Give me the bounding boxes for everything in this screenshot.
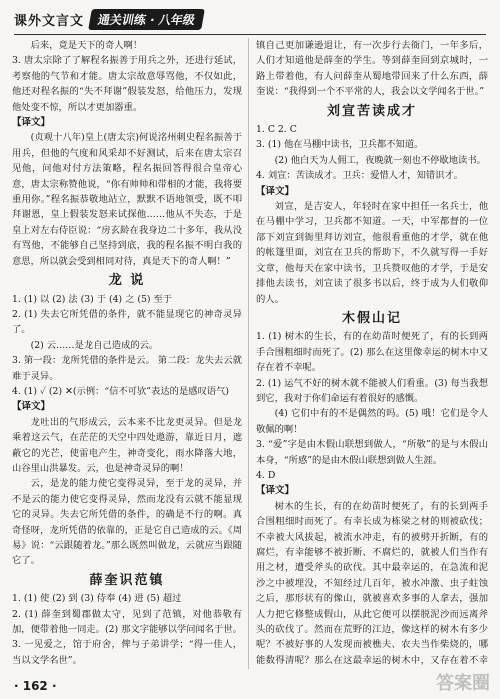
answer-line: 3. 第一段：龙所凭借的条件是云。 第二段：龙失去云就难于灵异。	[12, 355, 242, 382]
translation-paragraph: 云，是龙的能力使它变得灵异，至于龙的灵异，并不是云的能力使它变得灵异，然而龙没有云就不能显现它的灵异。失去它所凭借的条件，的确是不行的啊。真奇怪呀，龙所凭借的依靠的，正是它自己造成的云。《周易》说：“云跟随着龙。”那么既然叫做龙，云就应当跟随它了。	[12, 478, 242, 567]
column-divider	[248, 38, 249, 669]
section-title-mujiashan: 木假山记	[341, 310, 402, 326]
intro-line-2: 3. 唐太宗除了了解程名振善于用兵之外，还进行延试，考察他的气节和才能。唐太宗故意辱骂他，不仅如此，他还对程名振的“失不拜谢”假装发怒，给他压力，发现他处变不惊，所以才更加器重。	[12, 55, 242, 113]
page-number: · 162 ·	[14, 679, 57, 693]
intro-line: 镇自己更加谦逊退让，有一次步行去衙门，一年多后，人们才知道他是薛奎的学生。等到薛奎回到京城时，一路上带着他，有人问薛奎从蜀地带回来了什么东西，薛奎说：“我得到一个不平常的人，我会以文学闻名于世。”	[256, 40, 488, 98]
answer-line: 1. (1) 树木的生长，有的在幼苗时便死了，有的长到两手合围粗细时而死了。(2) 那么在这里像幸运的树木中又存在着不幸呢。	[256, 331, 488, 374]
translation-label: 【译文】	[12, 401, 51, 413]
answer-line: (4) 它们中有的不是偶然的吗。(5) 哦！它们是令人敬佩的啊！	[256, 408, 488, 435]
answer-line: 2. (1) 运气不好的树木就不能被人们看重。(3) 每当我想到它，我对于你们命运有着很好的感慨。	[256, 377, 488, 404]
translation-label: 【译文】	[256, 485, 295, 497]
answer-line: 3. “爱”字是由木假山联想到做人，“所敬”的是与木假山本身，“所感”的是由木假山联想到做人生涯。	[256, 439, 488, 466]
answer-line: (2) 他白天为人佣工，夜晚就一刻也不停歇地读书。	[274, 154, 486, 166]
header-badge: 通关训练 · 八年级	[88, 9, 205, 30]
answer-line: 3. 一见爱之，馆于府舍，俾与子弟讲学；“得一佳人，当以文学名世”。	[12, 639, 242, 666]
answer-line: 3. (1) 他在马棚中读书，卫兵都不知道。	[256, 139, 424, 151]
answer-line: (2) 云……是龙自己造成的云。	[30, 339, 159, 351]
page-header	[14, 6, 486, 32]
translation-paragraph: (贞观十八年)皇上(唐太宗)何说洺州刺史程名振善于用兵，但他的气度和风采却不好测试，后来在唐太宗召见他，问他对付方法策略，程名振回答得很合皇帝心意，唐太宗称赞他说，“你有帅帅和带相的才能，我将要重用你。”程名振恭敬地站立，默默不语地领受，既不叩拜谢恩，皇上假装发怒来试探他……他从不失态，于是皇上对左右侍臣说：“房玄龄在我身边二十多年，我从没有骂他，不能够自己坚持到底，我的程名振不明白我的意思，所以就会受到相同对待，真是天下的奇人啊！”	[12, 132, 242, 267]
header-rule	[14, 34, 486, 35]
header-title: 课外文言文	[14, 13, 85, 29]
answer-line: 4. D	[256, 469, 276, 481]
translation-label: 【译文】	[256, 185, 295, 197]
answer-line: 2. (1) 失去它所凭借的条件，就不能显现它的神奇灵异了。	[12, 308, 242, 336]
translation-paragraph: 树木的生长，有的在幼苗时便死了，有的长到两手合围粗细时而死了。有幸长成为栋梁之材的则被砍伐；不幸被大风拔起，被流水冲走，有的被劈开折断，有的腐烂，有幸能够不被折断、不腐烂的，就被人们当作有用之材，遭受斧头的砍伐。其中最幸运的，在急流和泥沙之中被埋没，不知经过几百年，被水冲激、虫子蛀蚀之后，那形状有的像山，就被喜欢多事的人拿去，强加人力把它修整成假山，从此它便可以摆脱泥沙而远离斧头的砍伐了。然而在荒野的江边，像这样的树木有多少呢？不被好事的人发现而被樵夫、农夫当作柴烧的，哪能数得清呢？那么在这最幸运的树木中，又存在着不幸	[256, 500, 488, 666]
section-title-longshuo: 龙 说	[108, 273, 146, 289]
translation-label	[12, 668, 242, 669]
translation-paragraph: 刘宣，是吉安人，年轻时在家中担任一名兵士，他在马棚中学习，卫兵都不知道。一天，中军都督的一位部下刘宣到衙里拜访刘宣，他很看重他的才学，就在他的帐篷里面，刘宣在卫兵的帮助下，不久就写得一手好文章，他每天在家中读书，卫兵赞叹他的才学，于是安排他去读书，刘宣读了很多书以后，终于成为人们敬仰的人。	[256, 201, 488, 305]
left-column	[12, 38, 242, 669]
section-title-xuekui: 薛奎识范镇	[89, 572, 165, 588]
answer-line: 4. (1) ✓ (2) ✕(示例：“信不可欤”表达的是感叹语气)	[12, 385, 230, 397]
right-column	[256, 38, 488, 669]
translation-paragraph: 龙吐出的气形成云，云本来不比龙更灵异。但是龙乘着这云气，在茫茫的天空中四处遨游，靠近日月，遮蔽它的光芒，使雷电产生，神奇变化，雨水降落大地，山谷里山洪暴发。云，也是神奇灵异的啊！	[12, 416, 242, 474]
section-title-liuxuan: 刘宣苦读成才	[326, 103, 417, 119]
answer-line: 1. (1) 使 (2) 到 (3) 侍奉 (4) 进 (5) 超过	[12, 593, 182, 605]
watermark-logo: 答案圈	[436, 673, 490, 694]
answer-line: 4. 刘宣：苦读成才。卫兵：爱惜人才，知错识才。	[256, 170, 464, 182]
answer-line: 1. C 2. C	[256, 124, 297, 136]
answer-line: 2. (1) 薛奎到蜀郡做太守，见到了范镇，对他恭敬有加，便带着他一同走。(2) 那文字能够以学问闻名于世。	[12, 608, 242, 636]
answer-line: 1. (1) 以 (2) 法 (3) 于 (4) 之 (5) 至于	[12, 293, 173, 305]
intro-line-1: 后来，竟是天下的奇人啊！	[30, 40, 143, 51]
translation-label: 【译文】	[12, 117, 51, 129]
